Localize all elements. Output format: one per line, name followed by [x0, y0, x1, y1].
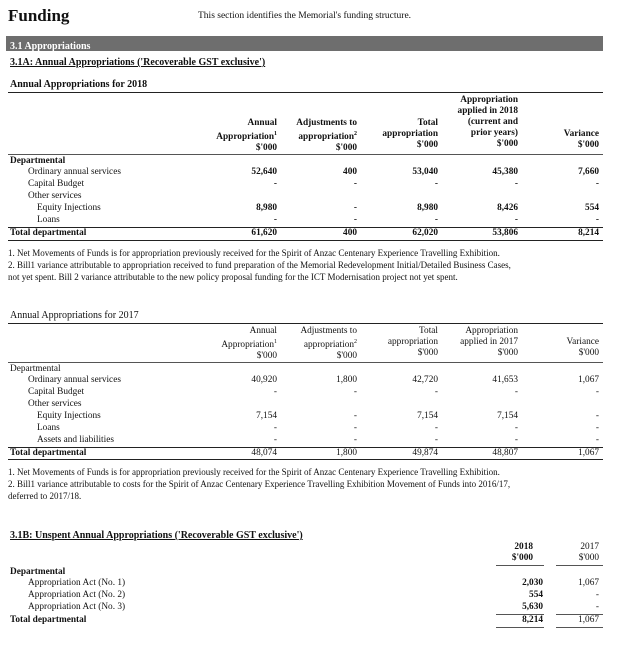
t31b-bottom-rule-2018: [496, 627, 544, 628]
t2017-row-cell: -: [273, 423, 277, 433]
t31b-row-cell: 554: [529, 590, 543, 600]
t2017-row-cell: -: [595, 423, 599, 433]
t2018-top-rule: [8, 92, 603, 93]
t2017-title: Annual Appropriations for 2017: [10, 310, 139, 321]
t31b-row-cell: -: [595, 602, 599, 612]
t2018-row-cell: 8,980: [256, 203, 277, 213]
t31b-row-label: Appropriation Act (No. 1): [28, 578, 126, 588]
t31b-total-label: Total departmental: [10, 615, 87, 625]
t2018-row-cell: -: [514, 215, 518, 225]
t2018-note-1: 1. Net Movements of Funds is for appropriation previously received for the Spirit of Anzac Centenary Experience Travelling Exhibition.: [8, 248, 500, 258]
t2017-total-cell: 48,807: [492, 448, 518, 458]
t2017-row-cell: 1,067: [578, 375, 599, 385]
t2018-row-cell: -: [595, 215, 599, 225]
t31b-group-label: Departmental: [10, 567, 66, 577]
t2017-row-cell: -: [514, 387, 518, 397]
t2018-row-label: Loans: [37, 215, 60, 225]
t2017-bottom-rule: [8, 459, 603, 460]
t2017-top-rule: [8, 323, 603, 324]
t2018-notes: [8, 247, 603, 283]
t2018-row-cell: -: [353, 203, 357, 213]
t31b-header-rule-2017: [556, 565, 603, 566]
t2018-row-label: Ordinary annual services: [28, 167, 121, 177]
t2018-row-cell: -: [353, 179, 357, 189]
t2018-row-cell: 8,980: [417, 203, 438, 213]
t2018-col-annual: Annual Appropriation$^1$ $'000: [216, 118, 277, 154]
t31b-row-cell: 5,630: [522, 602, 543, 612]
t2017-total-cell: 49,874: [412, 448, 438, 458]
t2017-total-label: Total departmental: [10, 448, 87, 458]
t2017-row-cell: 7,154: [497, 411, 518, 421]
section-b-heading: 3.1B: Unspent Annual Appropriations ('Recoverable GST exclusive'): [10, 530, 303, 541]
t2018-row-cell: 7,660: [578, 167, 599, 177]
t2018-row-cell: 554: [585, 203, 599, 213]
t2017-col-total: Total appropriation $'000: [387, 326, 438, 358]
t2017-row-label: Loans: [37, 423, 60, 433]
t31b-col-2017: 2017 $'000: [578, 542, 599, 563]
t2018-row-cell: -: [434, 215, 438, 225]
t2018-row-label: Other services: [28, 191, 82, 201]
t2018-row-cell: 53,040: [412, 167, 438, 177]
t2018-row-cell: 400: [343, 167, 357, 177]
page-intro: This section identifies the Memorial's funding structure.: [198, 11, 412, 21]
t2017-header-rule: [8, 362, 603, 363]
t2017-total-cell: 1,800: [336, 448, 357, 458]
t2018-row-cell: 8,426: [497, 203, 518, 213]
t2018-row-cell: -: [595, 179, 599, 189]
t2017-row-cell: -: [273, 435, 277, 445]
t31b-row-label: Appropriation Act (No. 2): [28, 590, 126, 600]
t31b-row-cell: 2,030: [522, 578, 543, 588]
section-bar: [6, 36, 603, 51]
t2017-row-cell: -: [514, 423, 518, 433]
t2018-row-cell: 52,640: [251, 167, 277, 177]
t2018-title: Annual Appropriations for 2018: [10, 79, 148, 90]
t2017-row-cell: 42,720: [412, 375, 438, 385]
t31b-bottom-rule-2017: [556, 627, 603, 628]
page-title: Funding: [8, 6, 70, 25]
t2017-row-cell: -: [434, 387, 438, 397]
t2017-row-cell: 40,920: [251, 375, 277, 385]
t2018-header-rule: [8, 154, 603, 155]
t2017-note-2: 2. Bill1 variance attributable to costs for the Spirit of Anzac Centenary Experience Travelling Exhibition Movement of Funds into 2016/17,: [8, 479, 511, 489]
t31b-row-cell: 1,067: [578, 578, 599, 588]
t2017-col-annual: Annual Appropriation$^1$ $'000: [221, 326, 277, 362]
t2017-row-cell: 7,154: [417, 411, 438, 421]
t2018-note-2: 2. Bill1 variance attributable to appropriation received to fund preparation of the Memorial Redevelopment Initial/Detailed Business Cases,: [8, 260, 511, 270]
t2018-total-cell: 53,806: [492, 228, 518, 238]
t2017-row-cell: 1,800: [336, 375, 357, 385]
t2018-note-3: not yet spent. Bill 2 variance attributable to the new policy proposal funding for the ICT Modernisation project not yet spent.: [8, 272, 458, 282]
t2018-row-cell: -: [273, 179, 277, 189]
t2017-notes: [8, 466, 603, 502]
t31b-total-cell: 1,067: [578, 615, 599, 625]
t2018-group-label: Departmental: [10, 156, 66, 166]
t2018-total-cell: 400: [343, 228, 357, 238]
t2017-row-cell: 41,653: [492, 375, 518, 385]
t2017-row-cell: -: [273, 387, 277, 397]
t2017-note-3: deferred to 2017/18.: [8, 491, 82, 501]
t2017-row-label: Capital Budget: [28, 387, 85, 397]
t2017-total-cell: 1,067: [578, 448, 599, 458]
t2017-row-cell: -: [434, 423, 438, 433]
t2017-row-cell: -: [353, 435, 357, 445]
t2017-row-cell: 7,154: [256, 411, 277, 421]
t2018-row-cell: -: [273, 215, 277, 225]
t2017-row-label: Ordinary annual services: [28, 375, 121, 385]
t2017-row-cell: -: [434, 435, 438, 445]
t2018-total-cell: 8,214: [578, 228, 599, 238]
t2017-row-cell: -: [353, 387, 357, 397]
t2018-total-cell: 62,020: [412, 228, 438, 238]
t2017-row-cell: -: [353, 411, 357, 421]
t2017-row-cell: -: [595, 435, 599, 445]
t2017-row-label: Equity Injections: [37, 411, 101, 421]
t2018-row-cell: -: [434, 179, 438, 189]
t2018-col-applied: Appropriation applied in 2018 (current and prior years) $'000: [457, 95, 518, 149]
t2017-total-cell: 48,074: [251, 448, 277, 458]
t2018-row-cell: 45,380: [492, 167, 518, 177]
t2017-row-label: Assets and liabilities: [37, 435, 114, 445]
t2017-row-cell: -: [595, 411, 599, 421]
t2017-row-cell: -: [514, 435, 518, 445]
section-a-heading: 3.1A: Annual Appropriations ('Recoverable GST exclusive'): [10, 57, 266, 68]
t31b-total-cell: 8,214: [522, 615, 543, 625]
t2017-row-cell: -: [595, 387, 599, 397]
t2017-row-label: Other services: [28, 399, 82, 409]
section-bar-label: 3.1 Appropriations: [10, 41, 91, 52]
t2017-group-label: Departmental: [10, 364, 61, 374]
t2018-row-label: Capital Budget: [28, 179, 85, 189]
t2018-row-cell: -: [514, 179, 518, 189]
t2018-total-label: Total departmental: [10, 228, 87, 238]
t31b-col-2018: 2018 $'000: [511, 542, 533, 563]
t2018-col-total: Total appropriation $'000: [382, 118, 438, 150]
t2017-col-applied: Appropriation applied in 2017 $'000: [460, 326, 518, 358]
t31b-header-rule-2018: [496, 565, 544, 566]
t31b-row-cell: -: [595, 590, 599, 600]
t2017-note-1: 1. Net Movements of Funds is for appropriation previously received for the Spirit of Anzac Centenary Experience Travelling Exhibition.: [8, 467, 500, 477]
t2018-col-adjustments: Adjustments to appropriation$^2$ $'000: [296, 118, 357, 154]
t2018-total-cell: 61,620: [251, 228, 277, 238]
t2018-row-cell: -: [353, 215, 357, 225]
t2018-bottom-rule: [8, 240, 603, 241]
t2017-col-variance: Variance $'000: [566, 337, 599, 358]
t31b-row-label: Appropriation Act (No. 3): [28, 602, 126, 612]
t2018-row-label: Equity Injections: [37, 203, 101, 213]
t2018-col-variance: Variance $'000: [563, 129, 599, 150]
t2017-row-cell: -: [353, 423, 357, 433]
t2017-col-adjustments: Adjustments to appropriation$^2$ $'000: [300, 326, 357, 362]
